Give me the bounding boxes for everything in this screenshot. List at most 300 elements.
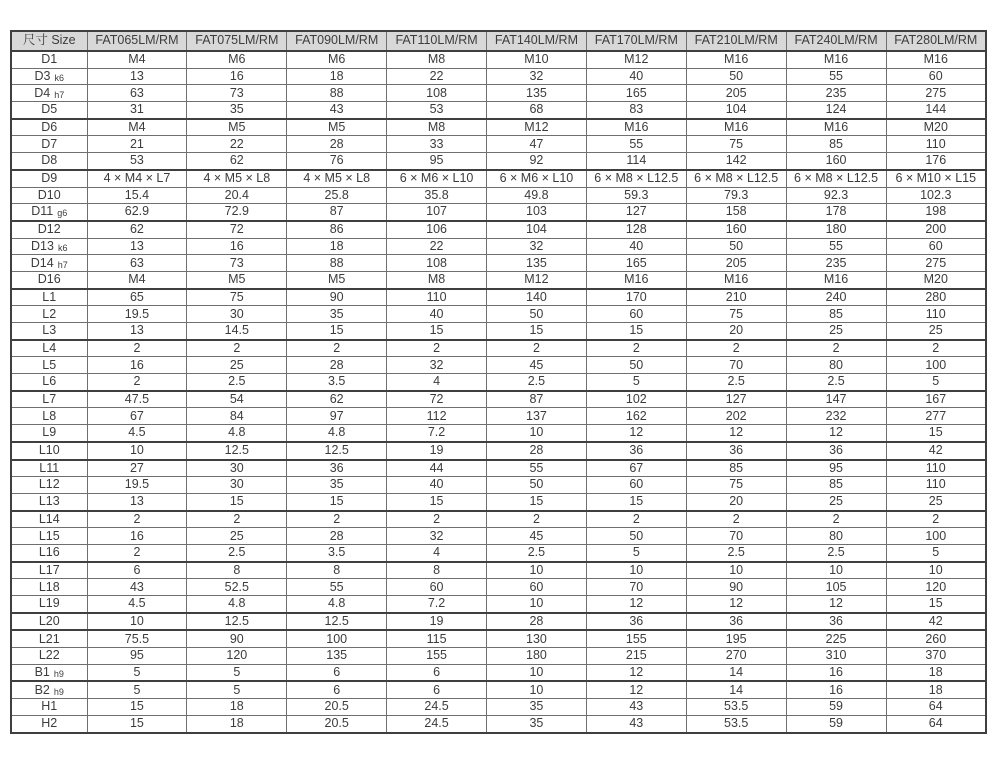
table-row xyxy=(11,323,986,340)
value-cell: 18 xyxy=(287,68,387,85)
value-cell: 68 xyxy=(487,102,587,119)
value-cell: 104 xyxy=(487,221,587,238)
value-cell: 10 xyxy=(87,613,187,631)
value-cell: 2 xyxy=(886,340,986,357)
tolerance-suffix: h7 xyxy=(54,89,65,100)
row-label xyxy=(11,425,87,442)
value-cell: 32 xyxy=(487,238,587,255)
value-cell: 36 xyxy=(586,613,686,631)
value-cell: 53.5 xyxy=(686,699,786,716)
value-cell: 21 xyxy=(87,136,187,153)
table-row xyxy=(11,425,986,442)
value-cell: 10 xyxy=(786,562,886,579)
value-cell: 10 xyxy=(886,562,986,579)
value-cell: 59.3 xyxy=(586,187,686,204)
table-row xyxy=(11,221,986,238)
row-label xyxy=(11,699,87,716)
value-cell: 97 xyxy=(287,408,387,425)
value-cell: 53.5 xyxy=(686,715,786,732)
value-cell: 16 xyxy=(786,681,886,698)
value-cell: 63 xyxy=(87,255,187,272)
value-cell: 92.3 xyxy=(786,187,886,204)
dimension-name: L1 xyxy=(42,289,57,304)
model-column-header: FAT280LM/RM xyxy=(886,31,986,51)
value-cell: 20.4 xyxy=(187,187,287,204)
value-cell: 12 xyxy=(686,425,786,442)
value-cell: M12 xyxy=(586,51,686,68)
table-body xyxy=(11,51,986,733)
value-cell: 40 xyxy=(387,306,487,323)
row-label xyxy=(11,579,87,596)
model-column-header: FAT170LM/RM xyxy=(586,31,686,51)
value-cell: 10 xyxy=(686,562,786,579)
value-cell: 72 xyxy=(187,221,287,238)
dimension-name: L11 xyxy=(39,460,60,475)
table-row xyxy=(11,51,986,68)
value-cell: 36 xyxy=(786,613,886,631)
row-label xyxy=(11,271,87,288)
value-cell: 108 xyxy=(387,85,487,102)
value-cell: 22 xyxy=(387,238,487,255)
value-cell: 62.9 xyxy=(87,204,187,221)
dimension-name: L14 xyxy=(38,511,60,526)
value-cell: 10 xyxy=(487,664,587,681)
value-cell: 75 xyxy=(187,289,287,306)
value-cell: 35.8 xyxy=(387,187,487,204)
value-cell: 14.5 xyxy=(187,323,287,340)
value-cell: 55 xyxy=(287,579,387,596)
value-cell: 70 xyxy=(686,357,786,374)
dimension-name: H2 xyxy=(41,716,58,731)
value-cell: 3.5 xyxy=(287,374,387,391)
value-cell: 88 xyxy=(287,255,387,272)
value-cell: 28 xyxy=(487,442,587,460)
model-column-header: FAT140LM/RM xyxy=(487,31,587,51)
value-cell: 55 xyxy=(487,460,587,477)
value-cell: 2 xyxy=(487,340,587,357)
value-cell: 80 xyxy=(786,357,886,374)
value-cell: M16 xyxy=(586,271,686,288)
value-cell: 167 xyxy=(886,391,986,408)
value-cell: 36 xyxy=(686,613,786,631)
value-cell: 310 xyxy=(786,648,886,665)
value-cell: 90 xyxy=(686,579,786,596)
value-cell: 90 xyxy=(287,289,387,306)
row-label xyxy=(11,408,87,425)
value-cell: 64 xyxy=(886,699,986,716)
value-cell: 4.8 xyxy=(187,596,287,613)
value-cell: 127 xyxy=(686,391,786,408)
value-cell: 144 xyxy=(886,102,986,119)
value-cell: 12 xyxy=(586,681,686,698)
value-cell: 28 xyxy=(287,528,387,545)
value-cell: 8 xyxy=(187,562,287,579)
value-cell: M20 xyxy=(886,271,986,288)
value-cell: 36 xyxy=(586,442,686,460)
value-cell: 115 xyxy=(387,630,487,647)
value-cell: 178 xyxy=(786,204,886,221)
value-cell: M5 xyxy=(187,119,287,136)
row-label xyxy=(11,613,87,631)
value-cell: 12.5 xyxy=(187,442,287,460)
value-cell: 4.5 xyxy=(87,425,187,442)
value-cell: 19.5 xyxy=(87,306,187,323)
table-row xyxy=(11,579,986,596)
value-cell: 95 xyxy=(387,153,487,170)
value-cell: 6 × M6 × L10 xyxy=(487,170,587,187)
value-cell: 16 xyxy=(187,68,287,85)
row-label xyxy=(11,136,87,153)
table-row xyxy=(11,408,986,425)
dimension-name: H1 xyxy=(41,699,58,714)
value-cell: 170 xyxy=(586,289,686,306)
row-label xyxy=(11,68,87,85)
row-label xyxy=(11,442,87,460)
value-cell: 32 xyxy=(387,528,487,545)
value-cell: 50 xyxy=(586,357,686,374)
dimension-name: L20 xyxy=(38,613,60,628)
value-cell: 42 xyxy=(886,613,986,631)
value-cell: 22 xyxy=(187,136,287,153)
row-label xyxy=(11,153,87,170)
value-cell: 5 xyxy=(187,664,287,681)
value-cell: M6 xyxy=(187,51,287,68)
value-cell: 15 xyxy=(886,596,986,613)
row-label xyxy=(11,544,87,561)
dimension-name: D11 xyxy=(31,204,54,219)
value-cell: 202 xyxy=(686,408,786,425)
value-cell: 12 xyxy=(786,425,886,442)
value-cell: 95 xyxy=(786,460,886,477)
row-label xyxy=(11,630,87,647)
value-cell: 35 xyxy=(287,306,387,323)
value-cell: 90 xyxy=(187,630,287,647)
value-cell: 12 xyxy=(686,596,786,613)
value-cell: 85 xyxy=(786,136,886,153)
row-label xyxy=(11,391,87,408)
value-cell: 40 xyxy=(387,477,487,494)
dimension-name: D14 xyxy=(30,255,54,270)
value-cell: 2.5 xyxy=(487,374,587,391)
value-cell: 15 xyxy=(886,425,986,442)
value-cell: M16 xyxy=(686,51,786,68)
value-cell: 67 xyxy=(87,408,187,425)
value-cell: 52.5 xyxy=(187,579,287,596)
row-label xyxy=(11,648,87,665)
value-cell: 67 xyxy=(586,460,686,477)
value-cell: 2 xyxy=(87,340,187,357)
value-cell: 55 xyxy=(786,68,886,85)
value-cell: 32 xyxy=(387,357,487,374)
value-cell: 2.5 xyxy=(786,374,886,391)
table-row xyxy=(11,477,986,494)
value-cell: M16 xyxy=(786,51,886,68)
row-label xyxy=(11,170,87,187)
tolerance-suffix: h9 xyxy=(53,669,64,680)
value-cell: 277 xyxy=(886,408,986,425)
value-cell: 12 xyxy=(586,596,686,613)
dimension-name: L3 xyxy=(42,323,57,338)
dimension-name: L15 xyxy=(38,528,60,543)
row-label xyxy=(11,715,87,732)
value-cell: 25.8 xyxy=(287,187,387,204)
value-cell: 24.5 xyxy=(387,715,487,732)
value-cell: 137 xyxy=(487,408,587,425)
dimension-name: D16 xyxy=(37,272,61,287)
value-cell: 6 × M8 × L12.5 xyxy=(686,170,786,187)
value-cell: 92 xyxy=(487,153,587,170)
value-cell: 2 xyxy=(487,511,587,528)
table-row xyxy=(11,648,986,665)
row-label xyxy=(11,221,87,238)
value-cell: 20.5 xyxy=(287,699,387,716)
value-cell: 31 xyxy=(87,102,187,119)
row-label xyxy=(11,374,87,391)
value-cell: 135 xyxy=(487,85,587,102)
value-cell: 135 xyxy=(287,648,387,665)
value-cell: 25 xyxy=(187,357,287,374)
tolerance-suffix: k6 xyxy=(57,242,68,253)
value-cell: 2.5 xyxy=(686,374,786,391)
value-cell: 36 xyxy=(686,442,786,460)
value-cell: 35 xyxy=(487,715,587,732)
value-cell: 60 xyxy=(886,68,986,85)
value-cell: 260 xyxy=(886,630,986,647)
value-cell: 240 xyxy=(786,289,886,306)
dimension-name: L21 xyxy=(38,631,60,646)
value-cell: 64 xyxy=(886,715,986,732)
value-cell: 2 xyxy=(387,340,487,357)
value-cell: 160 xyxy=(786,153,886,170)
value-cell: 18 xyxy=(287,238,387,255)
value-cell: M16 xyxy=(586,119,686,136)
value-cell: 15 xyxy=(87,699,187,716)
value-cell: 2 xyxy=(686,340,786,357)
value-cell: 128 xyxy=(586,221,686,238)
value-cell: 16 xyxy=(187,238,287,255)
value-cell: 5 xyxy=(886,374,986,391)
table-row xyxy=(11,68,986,85)
table-row xyxy=(11,715,986,732)
value-cell: M12 xyxy=(487,271,587,288)
value-cell: 15 xyxy=(187,493,287,510)
value-cell: M5 xyxy=(187,271,287,288)
value-cell: 75 xyxy=(686,477,786,494)
row-label xyxy=(11,255,87,272)
value-cell: 50 xyxy=(686,238,786,255)
model-column-header: FAT075LM/RM xyxy=(187,31,287,51)
value-cell: 15 xyxy=(487,323,587,340)
value-cell: 370 xyxy=(886,648,986,665)
model-column-header: FAT110LM/RM xyxy=(387,31,487,51)
value-cell: 5 xyxy=(886,544,986,561)
value-cell: 87 xyxy=(487,391,587,408)
value-cell: 15 xyxy=(387,493,487,510)
value-cell: 47 xyxy=(487,136,587,153)
value-cell: 50 xyxy=(487,477,587,494)
value-cell: 2 xyxy=(586,340,686,357)
table-row xyxy=(11,664,986,681)
value-cell: 275 xyxy=(886,85,986,102)
value-cell: M16 xyxy=(686,119,786,136)
value-cell: 130 xyxy=(487,630,587,647)
row-label xyxy=(11,323,87,340)
value-cell: 19 xyxy=(387,442,487,460)
table-row xyxy=(11,340,986,357)
value-cell: 28 xyxy=(287,136,387,153)
value-cell: 18 xyxy=(187,715,287,732)
row-label xyxy=(11,493,87,510)
value-cell: 142 xyxy=(686,153,786,170)
value-cell: 155 xyxy=(586,630,686,647)
row-label xyxy=(11,357,87,374)
value-cell: 45 xyxy=(487,357,587,374)
value-cell: 110 xyxy=(387,289,487,306)
value-cell: 15 xyxy=(586,493,686,510)
value-cell: 18 xyxy=(886,664,986,681)
value-cell: 19.5 xyxy=(87,477,187,494)
value-cell: 55 xyxy=(786,238,886,255)
value-cell: 43 xyxy=(87,579,187,596)
dimension-name: D9 xyxy=(41,171,58,186)
value-cell: 225 xyxy=(786,630,886,647)
value-cell: 4 xyxy=(387,544,487,561)
dimension-name: L2 xyxy=(42,306,57,321)
value-cell: M8 xyxy=(387,271,487,288)
value-cell: 106 xyxy=(387,221,487,238)
row-label xyxy=(11,528,87,545)
value-cell: 6 xyxy=(87,562,187,579)
value-cell: 18 xyxy=(886,681,986,698)
value-cell: 24.5 xyxy=(387,699,487,716)
value-cell: 30 xyxy=(187,460,287,477)
dimension-name: D8 xyxy=(41,153,58,168)
dimension-name: L17 xyxy=(38,562,60,577)
dimension-name: L22 xyxy=(38,648,60,663)
value-cell: 65 xyxy=(87,289,187,306)
value-cell: 15 xyxy=(287,323,387,340)
value-cell: 73 xyxy=(187,255,287,272)
table-row xyxy=(11,442,986,460)
table-row xyxy=(11,562,986,579)
value-cell: 110 xyxy=(886,477,986,494)
value-cell: 2.5 xyxy=(487,544,587,561)
row-label xyxy=(11,664,87,681)
value-cell: M8 xyxy=(387,119,487,136)
row-label xyxy=(11,681,87,698)
value-cell: M20 xyxy=(886,119,986,136)
dimension-name: L6 xyxy=(42,374,57,389)
value-cell: 12.5 xyxy=(287,613,387,631)
dimension-name: L10 xyxy=(38,443,60,458)
value-cell: 85 xyxy=(786,477,886,494)
table-row xyxy=(11,357,986,374)
value-cell: 13 xyxy=(87,68,187,85)
value-cell: 44 xyxy=(387,460,487,477)
value-cell: 5 xyxy=(87,681,187,698)
table-row xyxy=(11,271,986,288)
dimension-name: D7 xyxy=(41,136,58,151)
value-cell: 75.5 xyxy=(87,630,187,647)
value-cell: 35 xyxy=(187,102,287,119)
value-cell: 195 xyxy=(686,630,786,647)
value-cell: 165 xyxy=(586,255,686,272)
dimension-name: D13 xyxy=(31,238,54,253)
value-cell: 53 xyxy=(87,153,187,170)
value-cell: 13 xyxy=(87,323,187,340)
value-cell: 120 xyxy=(187,648,287,665)
tolerance-suffix: h9 xyxy=(53,686,64,697)
value-cell: 5 xyxy=(187,681,287,698)
value-cell: 155 xyxy=(387,648,487,665)
table-row xyxy=(11,374,986,391)
table-row xyxy=(11,289,986,306)
value-cell: 32 xyxy=(487,68,587,85)
value-cell: 86 xyxy=(287,221,387,238)
value-cell: 47.5 xyxy=(87,391,187,408)
row-label xyxy=(11,477,87,494)
value-cell: 198 xyxy=(886,204,986,221)
value-cell: 4.8 xyxy=(287,596,387,613)
row-label xyxy=(11,340,87,357)
value-cell: 10 xyxy=(487,596,587,613)
value-cell: 105 xyxy=(786,579,886,596)
value-cell: 85 xyxy=(686,460,786,477)
dimension-name: D10 xyxy=(37,187,61,202)
value-cell: 2 xyxy=(886,511,986,528)
value-cell: 73 xyxy=(187,85,287,102)
value-cell: 50 xyxy=(487,306,587,323)
value-cell: 4.8 xyxy=(187,425,287,442)
value-cell: 60 xyxy=(886,238,986,255)
dimension-name: L4 xyxy=(42,340,57,355)
value-cell: 45 xyxy=(487,528,587,545)
dimension-name: L9 xyxy=(42,425,57,440)
value-cell: 107 xyxy=(387,204,487,221)
header-row xyxy=(11,31,986,51)
value-cell: 62 xyxy=(287,391,387,408)
value-cell: 84 xyxy=(187,408,287,425)
value-cell: 60 xyxy=(487,579,587,596)
value-cell: 60 xyxy=(387,579,487,596)
value-cell: 36 xyxy=(287,460,387,477)
value-cell: 16 xyxy=(786,664,886,681)
value-cell: 110 xyxy=(886,306,986,323)
value-cell: 2 xyxy=(287,340,387,357)
value-cell: 72.9 xyxy=(187,204,287,221)
value-cell: 200 xyxy=(886,221,986,238)
value-cell: 4 xyxy=(387,374,487,391)
value-cell: 40 xyxy=(586,68,686,85)
row-label xyxy=(11,51,87,68)
value-cell: 43 xyxy=(586,699,686,716)
value-cell: M5 xyxy=(287,271,387,288)
table-row xyxy=(11,511,986,528)
value-cell: 6 xyxy=(287,664,387,681)
value-cell: 50 xyxy=(686,68,786,85)
table-row xyxy=(11,204,986,221)
value-cell: 53 xyxy=(387,102,487,119)
table-row xyxy=(11,460,986,477)
table-row xyxy=(11,238,986,255)
dimension-name: D12 xyxy=(37,222,61,237)
value-cell: 25 xyxy=(886,323,986,340)
model-column-header: FAT090LM/RM xyxy=(287,31,387,51)
value-cell: 6 × M8 × L12.5 xyxy=(586,170,686,187)
value-cell: 275 xyxy=(886,255,986,272)
table-row xyxy=(11,630,986,647)
value-cell: 2 xyxy=(87,511,187,528)
